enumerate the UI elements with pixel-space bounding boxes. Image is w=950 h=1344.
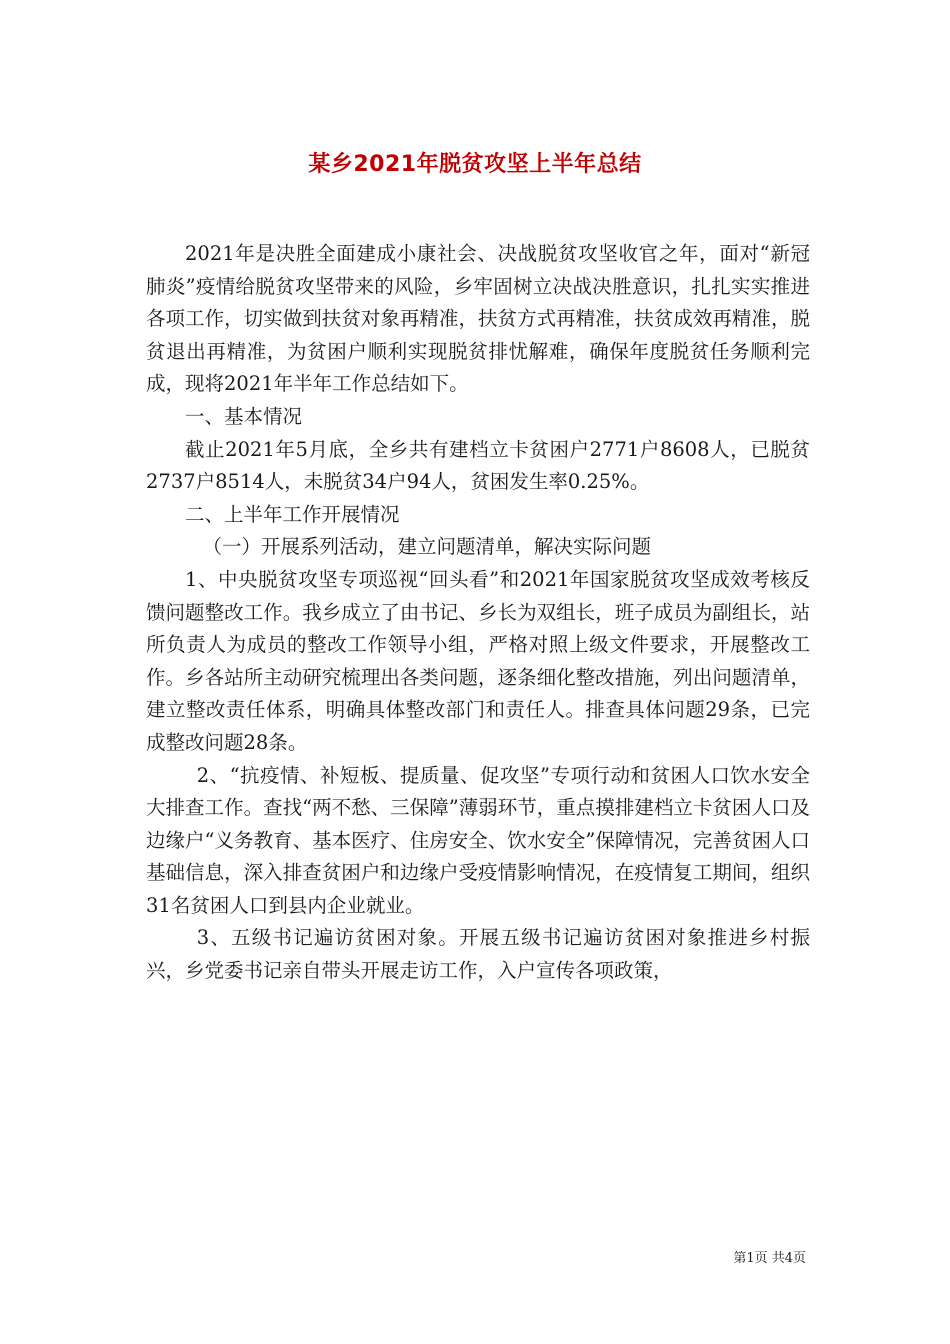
intro-paragraph: 2021年是决胜全面建成小康社会、决战脱贫攻坚收官之年，面对“新冠肺炎”疫情给脱贫攻坚带来的风险，乡牢固树立决战决胜意识，扎扎实实推进各项工作，切实做到扶贫对象再精准，扶贫方式再精准，扶贫成效再精准，脱贫退出再精准，为贫困户顺利实现脱贫排忧解难，确保年度脱贫任务顺利完成，现将2021年半年工作总结如下。 [146, 242, 810, 396]
document-body [146, 238, 810, 988]
section-heading-basic: 一、基本情况 [185, 404, 303, 428]
item-paragraph-2: 2、“抗疫情、补短板、提质量、促攻坚”专项行动和贫困人口饮水安全大排查工作。查找“两不愁、三保障”薄弱环节，重点摸排建档立卡贫困人口及边缘户“义务教育、基本医疗、住房安全、饮水安全”保障情况，完善贫困人口基础信息，深入排查贫困户和边缘户受疫情影响情况，在疫情复工期间，组织31名贫困人口到县内企业就业。 [146, 763, 810, 917]
basic-situation-paragraph: 截止2021年5月底，全乡共有建档立卡贫困户2771户8608人，已脱贫2737户8514人，未脱贫34户94人，贫困发生率0.25%。 [146, 437, 810, 494]
document-title: 某乡2021年脱贫攻坚上半年总结 [308, 151, 642, 177]
item-paragraph-1: 1、中央脱贫攻坚专项巡视“回头看”和2021年国家脱贫攻坚成效考核反馈问题整改工作。我乡成立了由书记、乡长为双组长，班子成员为副组长，站所负责人为成员的整改工作领导小组，严格对照上级文件要求，开展整改工作。乡各站所主动研究梳理出各类问题，逐条细化整改措施，列出问题清单，建立整改责任体系，明确具体整改部门和责任人。排查具体问题29条，已完成整改问题28条。 [146, 567, 810, 754]
subsection-heading-activities: （一）开展系列活动，建立问题清单，解决实际问题 [202, 535, 652, 559]
item-paragraph-3: 3、五级书记遍访贫困对象。开展五级书记遍访贫困对象推进乡村振兴，乡党委书记亲自带头开展走访工作，入户宣传各项政策， [146, 926, 810, 983]
section-heading-work: 二、上半年工作开展情况 [185, 502, 400, 526]
page-number: 第1页 共4页 [733, 1251, 806, 1266]
